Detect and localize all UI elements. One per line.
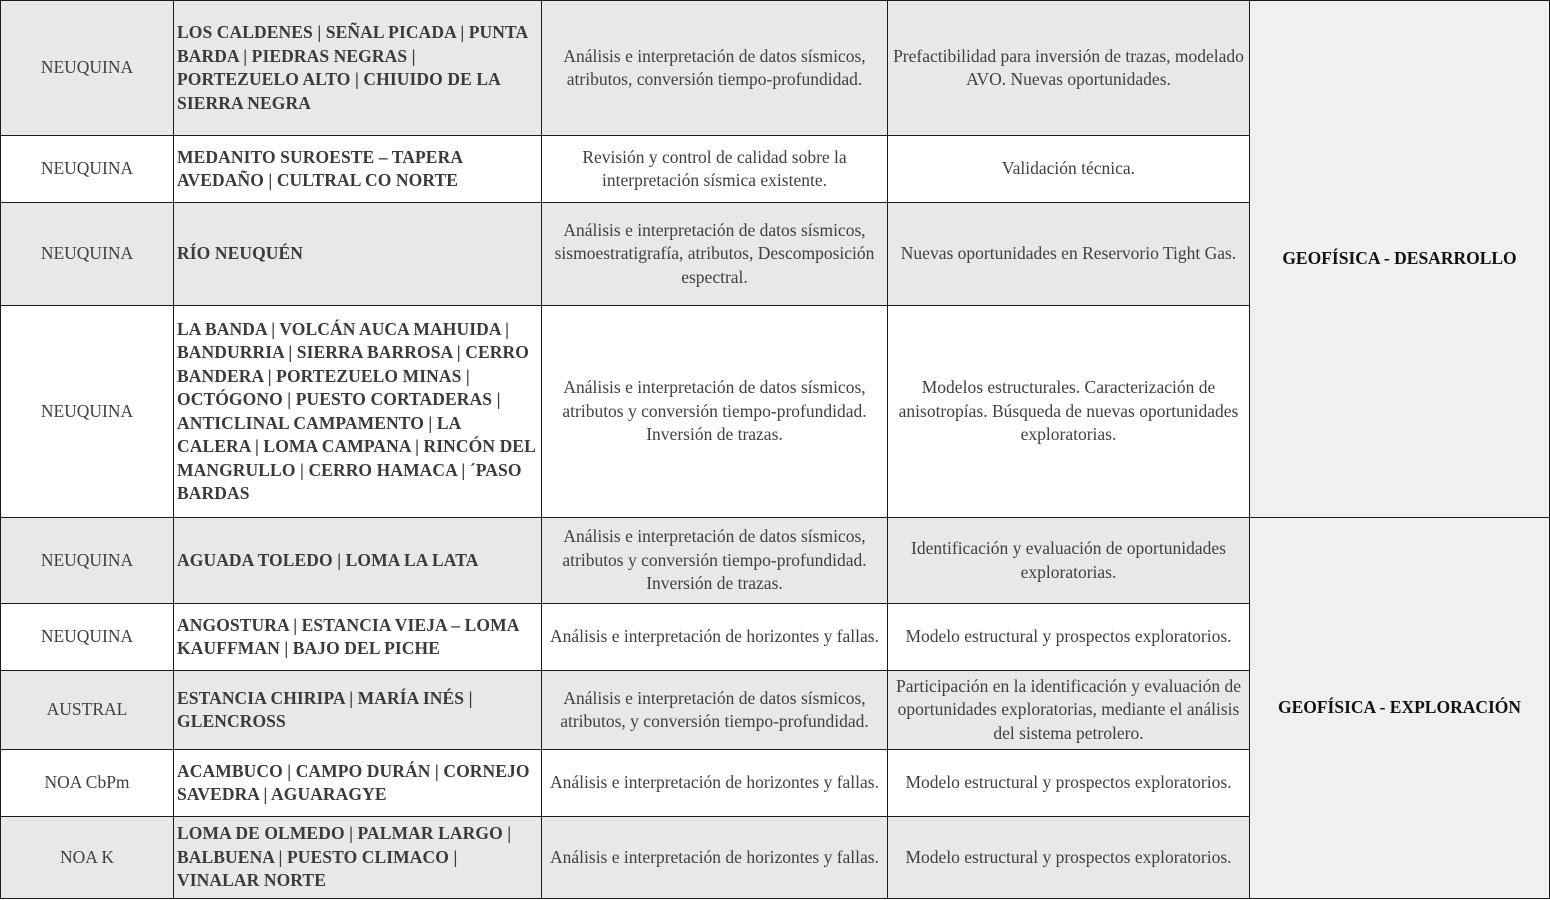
work-cell: Revisión y control de calidad sobre la interpretación sísmica existente. (542, 136, 888, 203)
work-cell: Análisis e interpretación de horizontes y fallas. (542, 817, 888, 899)
basin-cell: NOA K (1, 817, 174, 899)
areas-cell: ACAMBUCO | CAMPO DURÁN | CORNEJO SAVEDRA | AGUARAGYE (174, 750, 542, 817)
category-cell-desarrollo: GEOFÍSICA - DESARROLLO (1250, 1, 1550, 518)
work-cell: Análisis e interpretación de datos sísmicos, atributos, y conversión tiempo-profundidad. (542, 671, 888, 750)
areas-cell: LOS CALDENES | SEÑAL PICADA | PUNTA BARDA | PIEDRAS NEGRAS | PORTEZUELO ALTO | CHIUIDO DE LA SIERRA NEGRA (174, 1, 542, 136)
work-cell: Análisis e interpretación de datos sísmicos, sismoestratigrafía, atributos, Descomposición espectral. (542, 203, 888, 306)
work-cell: Análisis e interpretación de horizontes y fallas. (542, 750, 888, 817)
areas-cell: ESTANCIA CHIRIPA | MARÍA INÉS | GLENCROSS (174, 671, 542, 750)
work-cell: Análisis e interpretación de horizontes y fallas. (542, 604, 888, 671)
category-cell-exploracion: GEOFÍSICA - EXPLORACIÓN (1250, 518, 1550, 899)
result-cell: Nuevas oportunidades en Reservorio Tight Gas. (888, 203, 1250, 306)
basin-cell: NEUQUINA (1, 1, 174, 136)
table-row (1, 1, 1550, 136)
result-cell: Modelos estructurales. Caracterización de anisotropías. Búsqueda de nuevas oportunidades exploratorias. (888, 306, 1250, 518)
result-cell: Modelo estructural y prospectos exploratorios. (888, 817, 1250, 899)
work-cell: Análisis e interpretación de datos sísmicos, atributos, conversión tiempo-profundidad. (542, 1, 888, 136)
areas-cell: ANGOSTURA | ESTANCIA VIEJA – LOMA KAUFFMAN | BAJO DEL PICHE (174, 604, 542, 671)
work-cell: Análisis e interpretación de datos sísmicos, atributos y conversión tiempo-profundidad. Inversión de trazas. (542, 518, 888, 604)
areas-cell: LOMA DE OLMEDO | PALMAR LARGO | BALBUENA | PUESTO CLIMACO | VINALAR NORTE (174, 817, 542, 899)
areas-cell: AGUADA TOLEDO | LOMA LA LATA (174, 518, 542, 604)
basin-cell: NOA CbPm (1, 750, 174, 817)
basin-cell: NEUQUINA (1, 306, 174, 518)
areas-cell: MEDANITO SUROESTE – TAPERA AVEDAÑO | CULTRAL CO NORTE (174, 136, 542, 203)
basin-cell: NEUQUINA (1, 136, 174, 203)
result-cell: Validación técnica. (888, 136, 1250, 203)
basin-cell: AUSTRAL (1, 671, 174, 750)
basin-cell: NEUQUINA (1, 203, 174, 306)
basin-cell: NEUQUINA (1, 604, 174, 671)
areas-cell: RÍO NEUQUÉN (174, 203, 542, 306)
basin-cell: NEUQUINA (1, 518, 174, 604)
result-cell: Prefactibilidad para inversión de trazas, modelado AVO. Nuevas oportunidades. (888, 1, 1250, 136)
table-row (1, 518, 1550, 604)
result-cell: Identificación y evaluación de oportunidades exploratorias. (888, 518, 1250, 604)
result-cell: Participación en la identificación y evaluación de oportunidades exploratorias, mediante el análisis del sistema petrolero. (888, 671, 1250, 750)
areas-cell: LA BANDA | VOLCÁN AUCA MAHUIDA | BANDURRIA | SIERRA BARROSA | CERRO BANDERA | PORTEZUELO MINAS | OCTÓGONO | PUESTO CORTADERAS | ANTICLINAL CAMPAMENTO | LA CALERA | LOMA CAMPANA | RINCÓN DEL MANGRULLO | CERRO HAMACA | ´PASO BARDAS (174, 306, 542, 518)
result-cell: Modelo estructural y prospectos exploratorios. (888, 750, 1250, 817)
work-cell: Análisis e interpretación de datos sísmicos, atributos y conversión tiempo-profundidad. Inversión de trazas. (542, 306, 888, 518)
result-cell: Modelo estructural y prospectos exploratorios. (888, 604, 1250, 671)
